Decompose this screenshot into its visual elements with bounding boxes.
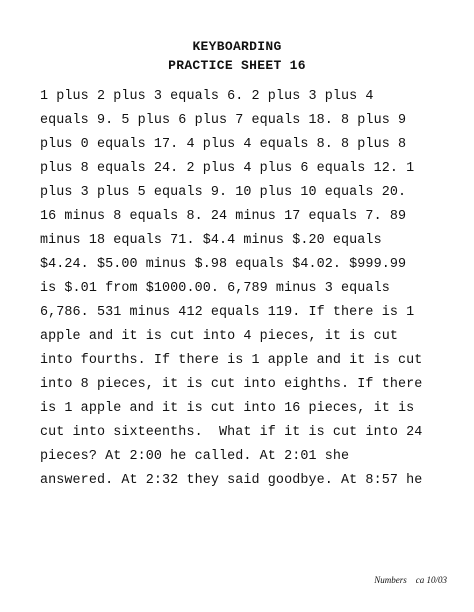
text-line: into 8 pieces, it is cut into eighths. If there — [40, 377, 423, 392]
text-line: pieces? At 2:00 he called. At 2:01 she — [40, 449, 350, 464]
text-line: answered. At 2:32 they said goodbye. At 8:57 he — [40, 473, 423, 488]
text-line: plus 3 plus 5 equals 9. 10 plus 10 equals 20. — [40, 185, 407, 200]
text-line: equals 9. 5 plus 6 plus 7 equals 18. 8 plus 9 — [40, 113, 407, 128]
page-footer: Numbers ca 10/03 — [374, 575, 447, 585]
text-line: cut into sixteenths. What if it is cut into 24 — [40, 425, 423, 440]
practice-paragraph — [40, 85, 470, 493]
text-line: $4.24. $5.00 minus $.98 equals $4.02. $999.99 — [40, 257, 407, 272]
text-line: is $.01 from $1000.00. 6,789 minus 3 equals — [40, 281, 390, 296]
text-line: apple and it is cut into 4 pieces, it is cut — [40, 329, 398, 344]
text-line: minus 18 equals 71. $4.4 minus $.20 equals — [40, 233, 382, 248]
text-line: 16 minus 8 equals 8. 24 minus 17 equals 7. 89 — [40, 209, 407, 224]
text-line: 6,786. 531 minus 412 equals 119. If there is 1 — [40, 305, 415, 320]
text-line: is 1 apple and it is cut into 16 pieces, it is — [40, 401, 415, 416]
text-line: plus 8 equals 24. 2 plus 4 plus 6 equals 12. 1 — [40, 161, 415, 176]
text-line: into fourths. If there is 1 apple and it is cut — [40, 353, 423, 368]
text-line: 1 plus 2 plus 3 equals 6. 2 plus 3 plus 4 — [40, 89, 374, 104]
text-line: plus 0 equals 17. 4 plus 4 equals 8. 8 plus 8 — [40, 137, 407, 152]
document-subtitle: PRACTICE SHEET 16 — [168, 58, 306, 73]
document-title: KEYBOARDING — [192, 39, 282, 54]
